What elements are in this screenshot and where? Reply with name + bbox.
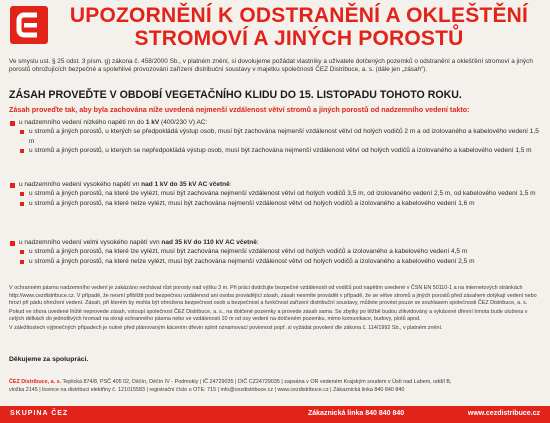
list-item <box>9 199 539 208</box>
address-text: Teplická 874/8, PSČ 405 02, Děčín, Děčín IV - Podmokly | IČ 24729035 | DIČ CZ24729035 | zapsána v OR vedeném Krajským soudem v Ústí nad Labem, oddíl B, <box>62 379 452 385</box>
bullet-square-icon <box>20 202 24 206</box>
footer-hotline: Zákaznická linka 840 840 840 <box>308 410 405 417</box>
section-very-high-voltage <box>9 238 539 266</box>
bullet-square-icon <box>10 241 15 246</box>
heading-voltage: nad 1 kV do 35 kV AC včetně <box>141 181 230 188</box>
heading-voltage: 1 kV <box>145 119 160 126</box>
heading-suffix: : <box>229 181 232 188</box>
list-item <box>9 247 539 256</box>
heading-text: u nadzemního vedení nízkého napětí nn do <box>19 119 146 126</box>
lead-text: Zásah proveďte tak, aby byla zachována níže uvedená nejmenší vzdálenost větví stromů a jiných porostů od nadzemního vedení takto: <box>9 105 470 114</box>
address-line-1 <box>9 378 541 386</box>
notice-title <box>60 4 538 50</box>
address-line-2: vložka 2145 | licence na distribuci elektřiny č. 121015583 | registrační číslo u OTE: 715 | info@cezdistribuce.cz | www.cezdistribuce.cz | Zákaznická linka 840 840 840 <box>9 387 405 393</box>
bullet-square-icon <box>20 260 24 264</box>
item-text: u stromů a jiných porostů, na které nelze vylézt, musí být zachována nejmenší vzdálenost větví od holých vodičů a izolovaného a kabelového vedení 1,6 m <box>29 199 475 207</box>
thanks-text: Děkujeme za spolupráci. <box>9 356 89 363</box>
bullet-square-icon <box>20 130 24 134</box>
item-text: u stromů a jiných porostů, na které lze vylézt, musí být zachována nejmenší vzdálenost větví od holých vodičů 3,5 m, od izolovaného vedení 2,5 m, od kabelového vedení 1,5 m <box>29 190 536 198</box>
heading-text: u nadzemního vedení velmi vysokého napětí vvn <box>19 239 162 246</box>
note-paragraph: V záležitostech výjimečných případech je nutné před plánovaným kácením dřevin splnit oznamovací povinnost popř. si vyžádat povolení dle zákona č. 114/1992 Sb., v platném znění. <box>9 324 443 331</box>
item-text: u stromů a jiných porostů, u kterých se nepředpokládá výstup osob, musí být zachována nejmenší vzdálenost větví od holých vodičů a izolovaného a kabelového vedení 1,5 m <box>29 147 532 155</box>
section-heading <box>9 118 539 127</box>
item-text: u stromů a jiných porostů, na které nelze vylézt, musí být zachována nejmenší vzdálenost větví od holých vodičů a izolovaného a kabelového vedení 2,5 m <box>29 257 475 265</box>
section-heading <box>9 238 539 247</box>
heading-suffix: (400/230 V) AC: <box>159 119 208 126</box>
list-item <box>9 146 539 155</box>
note-paragraph: V ochranném pásmu nadzemního vedení je zakázáno nechávat růst porosty nad výšku 3 m. Při práci dodržujte bezpečné vzdálenosti od vodičů pod napětím uvedené v ČSN EN 50110-1 a na internetových stránkách http://www.cezdistribuce.cz. V případě, že nesmí přiblížit pod bezpečnou vzdálenost ani osoba provádějící zásah, zásah nesmíte provádět v případě, že se větve stromů a jiných porostů před zásahem dotýkají vedení nebo hrozí při pádu ohrožení vedení. Zásah, při kterém by mohla být ohrožena bezpečnost osob a bezpečnost a funkčnost zařízení distribuční soustavy, můžete provést pouze se souhlasem společnosti ČEZ Distribuce, a. s. <box>9 285 537 307</box>
notes-block <box>9 285 541 334</box>
deadline-banner: ZÁSAH PROVEĎTE V OBDOBÍ VEGETAČNÍHO KLIDU DO 15. LISTOPADU TOHOTO ROKU. <box>9 89 462 101</box>
bullet-square-icon <box>20 149 24 153</box>
bullet-square-icon <box>10 183 15 188</box>
bullet-square-icon <box>10 121 15 126</box>
section-high-voltage <box>9 180 539 208</box>
cez-logo-icon <box>10 6 48 44</box>
heading-text: u nadzemního vedení vysokého napětí vn <box>19 181 142 188</box>
intro-paragraph: Ve smyslu ust. § 25 odst. 3 písm. g) zákona č. 458/2000 Sb., v platném znění, si dovolujeme požádat vlastníky a uživatele dotčených pozemků o odstranění a oklešťění stromoví a jiných porostů ohrožujících bezpečné a spolehlivé provozování zařízení distribuční soustavy v majetku společnosti ČEZ Distribuce, a. s. (dále jen „zásah“). <box>9 58 533 74</box>
list-item <box>9 189 539 198</box>
cez-logo-mark <box>10 6 48 44</box>
item-text: u stromů a jiných porostů, u kterých se předpokládá výstup osob, musí být zachována nejmenší vzdálenost větví od holých vodičů 2 m a od izolovaného a kabelového vedení 1,5 m <box>29 128 539 145</box>
bullet-square-icon <box>20 250 24 254</box>
list-item <box>9 257 539 266</box>
title-line-2: STROMOVÍ A JINÝCH POROSTŮ <box>134 27 464 50</box>
footer-group-name: SKUPINA ČEZ <box>10 410 69 417</box>
heading-voltage: nad 35 kV do 110 kV AC včetně <box>161 239 257 246</box>
footer-bar <box>0 406 550 423</box>
note-paragraph: Pokud ve shora uvedené lhůtě neprovede zásah, vstoupí společnost ČEZ Distribuce, a. s., na dotčené pozemky a provede zásah sama. Se zbytky po těžbě budou zlikvidovány a vykácené dřevní hmota bude uložena v celých délkách do jednotlivých hromad na okraji ochranného pásma nebo ve vzdálenosti 10 m od osy vedení na dotčeném pozemku, mimo komunikace, budovy, plotů apod. <box>9 308 528 323</box>
section-heading <box>9 180 539 189</box>
heading-suffix: : <box>256 239 259 246</box>
company-name: ČEZ Distribuce, a. s. <box>9 379 62 385</box>
section-low-voltage <box>9 118 539 156</box>
footer-website-link[interactable]: www.cezdistribuce.cz <box>467 410 540 417</box>
list-item <box>9 127 539 146</box>
title-line-1: UPOZORNĚNÍ K ODSTRANĚNÍ A OKLEŠTĚNÍ <box>69 4 529 27</box>
company-address <box>9 378 541 394</box>
item-text: u stromů a jiných porostů, na které lze vylézt, musí být zachována nejmenší vzdálenost větví od holých vodičů a izolovaného a kabelového vedení 4,5 m <box>29 248 468 256</box>
bullet-square-icon <box>20 192 24 196</box>
